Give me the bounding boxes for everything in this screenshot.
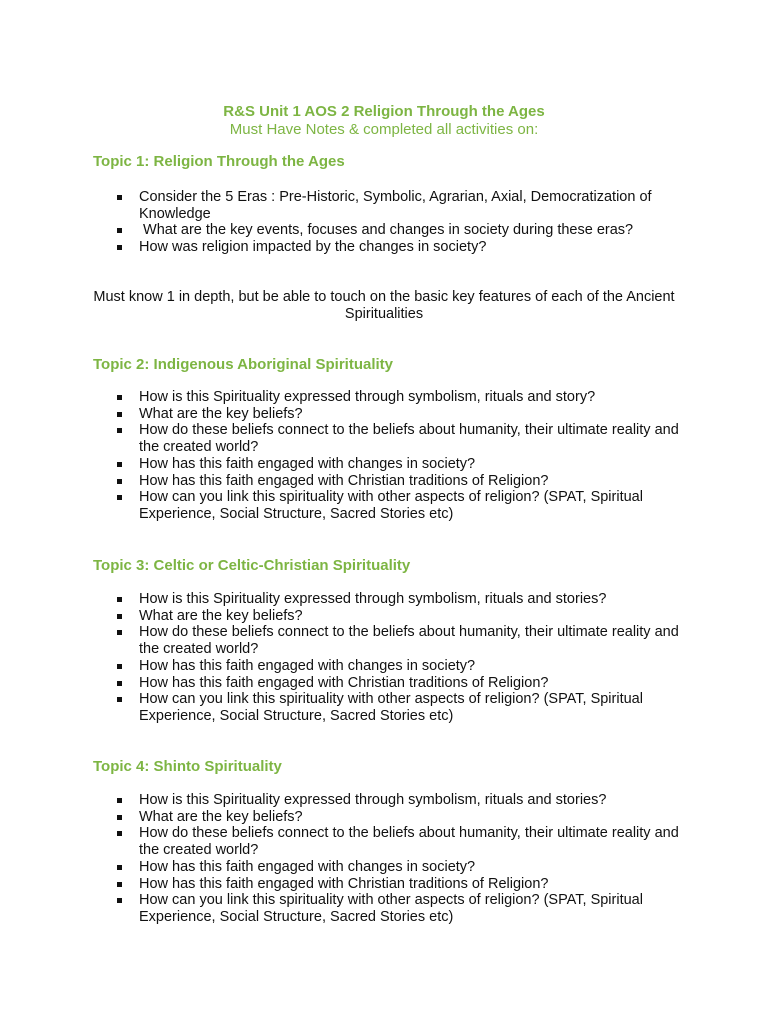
- list-item: How is this Spirituality expressed through symbolism, rituals and stories?: [0, 591, 679, 608]
- topic-4-list: [0, 792, 768, 926]
- topic-3-list: [0, 591, 768, 725]
- list-item: How is this Spirituality expressed through symbolism, rituals and story?: [0, 389, 679, 406]
- document-title: R&S Unit 1 AOS 2 Religion Through the Ages: [223, 103, 545, 120]
- list-item: How can you link this spirituality with other aspects of religion? (SPAT, Spiritual Experience, Social Structure, Sacred Stories etc): [0, 489, 679, 522]
- bullet-icon: [117, 462, 122, 467]
- list-item: How can you link this spirituality with other aspects of religion? (SPAT, Spiritual Experience, Social Structure, Sacred Stories etc): [0, 892, 679, 925]
- bullet-icon: [117, 614, 122, 619]
- topic-2-list: [0, 389, 768, 523]
- bullet-icon: [117, 495, 122, 500]
- bullet-icon: [117, 245, 122, 250]
- bullet-icon: [117, 228, 122, 233]
- list-item: How was religion impacted by the changes in society?: [0, 239, 679, 256]
- list-item: What are the key beliefs?: [0, 406, 679, 423]
- list-item: How has this faith engaged with changes in society?: [0, 658, 679, 675]
- list-item: How can you link this spirituality with other aspects of religion? (SPAT, Spiritual Experience, Social Structure, Sacred Stories etc): [0, 691, 679, 724]
- bullet-icon: [117, 831, 122, 836]
- list-item: How has this faith engaged with Christian traditions of Religion?: [0, 675, 679, 692]
- topic-1-heading: Topic 1: Religion Through the Ages: [93, 153, 345, 170]
- bullet-icon: [117, 664, 122, 669]
- bullet-icon: [117, 412, 122, 417]
- list-item: How do these beliefs connect to the beliefs about humanity, their ultimate reality and the created world?: [0, 422, 679, 455]
- list-item: How do these beliefs connect to the beliefs about humanity, their ultimate reality and the created world?: [0, 825, 679, 858]
- topic-4-heading: Topic 4: Shinto Spirituality: [93, 758, 282, 775]
- note-text: Must know 1 in depth, but be able to touch on the basic key features of each of the Ancient Spiritualities: [93, 289, 675, 322]
- list-item: How has this faith engaged with changes in society?: [0, 456, 679, 473]
- list-item: How do these beliefs connect to the beliefs about humanity, their ultimate reality and the created world?: [0, 624, 679, 657]
- topic-3-heading: Topic 3: Celtic or Celtic-Christian Spirituality: [93, 557, 411, 574]
- topic-1-list: [0, 189, 768, 256]
- list-item: What are the key events, focuses and changes in society during these eras?: [0, 222, 679, 239]
- bullet-icon: [117, 865, 122, 870]
- list-item: What are the key beliefs?: [0, 809, 679, 826]
- bullet-icon: [117, 882, 122, 887]
- list-item: What are the key beliefs?: [0, 608, 679, 625]
- list-item: How is this Spirituality expressed through symbolism, rituals and stories?: [0, 792, 679, 809]
- list-item: How has this faith engaged with Christian traditions of Religion?: [0, 473, 679, 490]
- bullet-icon: [117, 798, 122, 803]
- bullet-icon: [117, 395, 122, 400]
- bullet-icon: [117, 697, 122, 702]
- bullet-icon: [117, 630, 122, 635]
- list-item: Consider the 5 Eras : Pre-Historic, Symbolic, Agrarian, Axial, Democratization of Knowledge: [0, 189, 679, 222]
- bullet-icon: [117, 195, 122, 200]
- bullet-icon: [117, 597, 122, 602]
- bullet-icon: [117, 428, 122, 433]
- topic-2-heading: Topic 2: Indigenous Aboriginal Spirituality: [93, 356, 394, 373]
- bullet-icon: [117, 479, 122, 484]
- document-subtitle: Must Have Notes & completed all activities on:: [229, 121, 539, 138]
- list-item: How has this faith engaged with changes in society?: [0, 859, 679, 876]
- bullet-icon: [117, 681, 122, 686]
- bullet-icon: [117, 898, 122, 903]
- list-item: How has this faith engaged with Christian traditions of Religion?: [0, 876, 679, 893]
- bullet-icon: [117, 815, 122, 820]
